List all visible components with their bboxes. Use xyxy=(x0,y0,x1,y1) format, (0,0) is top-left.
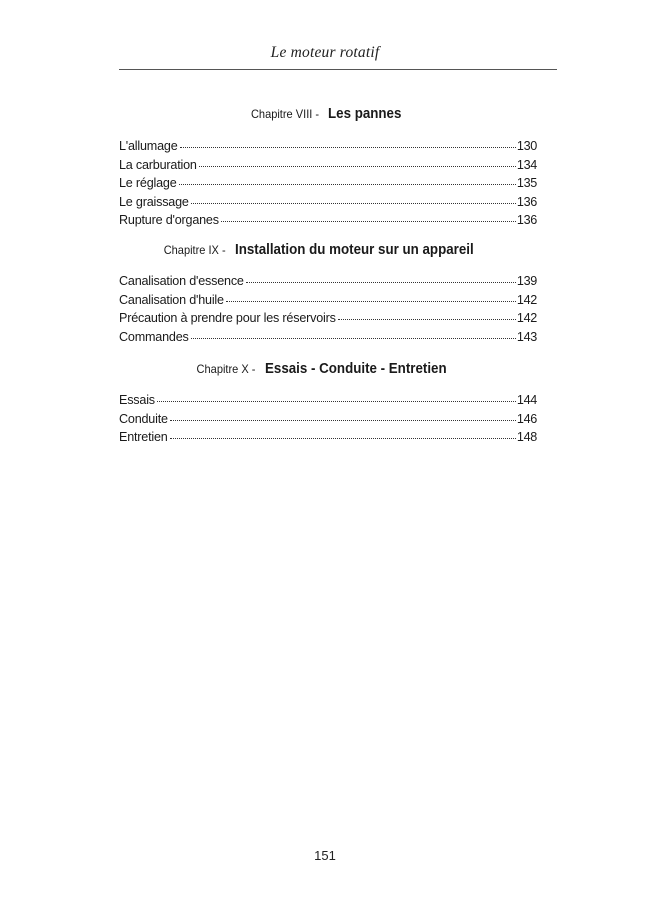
header-rule xyxy=(119,69,557,70)
toc-entry-page: 142 xyxy=(516,311,537,325)
toc-entry-page: 134 xyxy=(516,157,537,172)
chapter-prefix: Chapitre VIII - xyxy=(250,107,319,121)
toc-entry-label: Le graissage xyxy=(119,194,189,209)
chapter-title: Installation du moteur sur un appareil xyxy=(235,242,474,258)
dot-leader xyxy=(170,419,516,421)
toc-section-chapter-9 xyxy=(119,233,537,346)
toc-entry-page: 136 xyxy=(516,213,537,227)
chapter-title: Essais - Conduite - Entretien xyxy=(264,361,447,377)
toc-entry xyxy=(119,309,537,328)
toc-entry-list xyxy=(119,272,537,346)
toc-entry-page: 144 xyxy=(516,393,537,407)
toc-entry-label: Précaution à prendre pour les réservoirs xyxy=(119,311,336,325)
dot-leader xyxy=(226,300,516,302)
dot-leader xyxy=(199,165,516,167)
page-number: 151 xyxy=(314,848,336,863)
toc-entry xyxy=(119,272,537,291)
chapter-heading xyxy=(119,97,537,125)
toc-entry-label: La carburation xyxy=(119,157,197,172)
toc-entry-label: Canalisation d'huile xyxy=(119,292,224,307)
toc-entry-label: Rupture d'organes xyxy=(119,213,219,227)
toc-entry xyxy=(119,428,537,447)
toc-entry xyxy=(119,174,537,193)
toc-entry-label: Conduite xyxy=(119,411,168,426)
dot-leader xyxy=(246,281,516,283)
toc-entry-page: 146 xyxy=(516,411,537,426)
dot-leader xyxy=(191,337,516,339)
dot-leader xyxy=(191,202,516,204)
toc-entry-page: 130 xyxy=(516,139,537,153)
toc-entry xyxy=(119,291,537,310)
toc-entry-page: 143 xyxy=(516,329,537,344)
chapter-heading xyxy=(119,233,537,261)
toc-section-chapter-10 xyxy=(119,352,537,447)
toc-entry-label: Canalisation d'essence xyxy=(119,274,244,288)
toc-entry-label: Entretien xyxy=(119,430,168,444)
toc-entry xyxy=(119,156,537,175)
toc-entry-page: 142 xyxy=(516,292,537,307)
toc-entry-label: Commandes xyxy=(119,329,189,344)
toc-entry-list xyxy=(119,391,537,447)
toc-entry-page: 148 xyxy=(516,430,537,444)
toc-entry-page: 135 xyxy=(516,176,537,190)
toc-section-chapter-8 xyxy=(119,97,537,230)
toc-entry xyxy=(119,328,537,347)
toc-entry-label: L'allumage xyxy=(119,139,178,153)
toc-entry xyxy=(119,193,537,212)
toc-entry xyxy=(119,137,537,156)
dot-leader xyxy=(221,220,516,222)
dot-leader xyxy=(180,146,516,148)
toc-entry-page: 136 xyxy=(516,194,537,209)
dot-leader xyxy=(157,400,516,402)
toc-entry xyxy=(119,410,537,429)
toc-entry xyxy=(119,391,537,410)
dot-leader xyxy=(170,437,516,439)
chapter-prefix: Chapitre X - xyxy=(196,362,256,376)
toc-entry-label: Essais xyxy=(119,393,155,407)
running-header-title: Le moteur rotatif xyxy=(270,44,380,61)
chapter-title: Les pannes xyxy=(328,106,402,122)
dot-leader xyxy=(179,183,516,185)
chapter-prefix: Chapitre IX - xyxy=(163,243,226,257)
toc-entry xyxy=(119,211,537,230)
chapter-heading xyxy=(119,352,537,380)
dot-leader xyxy=(338,318,516,320)
toc-entry-list xyxy=(119,137,537,230)
toc-entry-label: Le réglage xyxy=(119,176,177,190)
toc-entry-page: 139 xyxy=(516,274,537,288)
